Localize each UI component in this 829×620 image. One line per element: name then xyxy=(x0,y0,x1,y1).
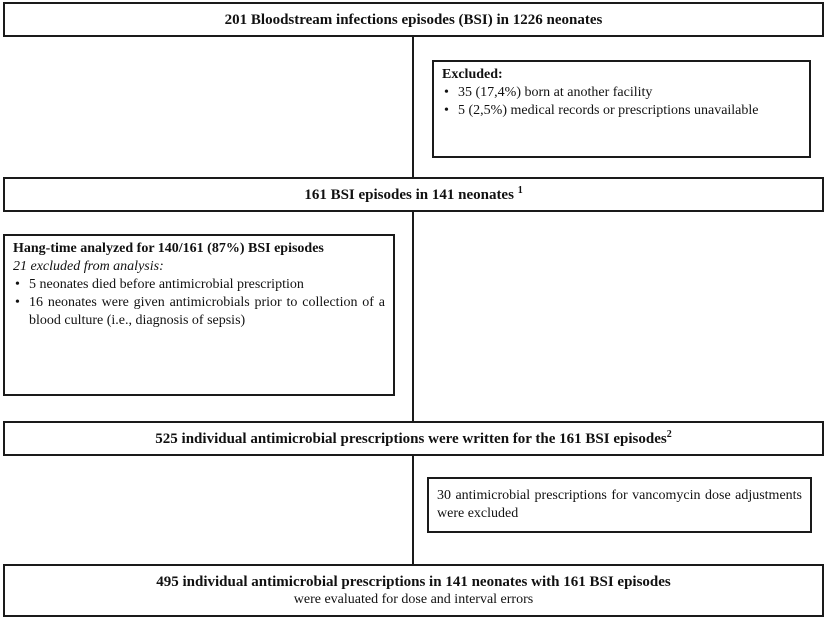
total-bsi-text: 201 Bloodstream infections episodes (BSI) in 1226 neonates xyxy=(224,11,603,28)
vancomycin-box xyxy=(427,477,812,533)
prescriptions-box xyxy=(3,421,824,456)
excluded-item: • 5 (2,5%) medical records or prescriptions unavailable xyxy=(442,102,801,120)
hang-time-item: • 16 neonates were given antimicrobials prior to collection of a blood culture (i.e., diagnosis of sepsis) xyxy=(13,294,385,330)
hang-time-subtitle: 21 excluded from analysis: xyxy=(13,259,164,274)
footnote-1: 1 xyxy=(517,184,523,196)
excluded-list xyxy=(442,84,801,120)
hang-time-item: • 5 neonates died before antimicrobial prescription xyxy=(13,276,385,294)
hang-time-title: Hang-time analyzed for 140/161 (87%) BSI episodes xyxy=(13,241,324,256)
total-bsi-box xyxy=(3,2,824,37)
excluded-item: • 35 (17,4%) born at another facility xyxy=(442,84,801,102)
evaluated-text-line1: 495 individual antimicrobial prescriptions in 141 neonates with 161 BSI episodes xyxy=(156,573,671,590)
prescriptions-text: 525 individual antimicrobial prescriptions were written for the 161 BSI episodes$^2$ xyxy=(155,428,672,447)
excluded-box xyxy=(432,60,811,158)
evaluated-text-line2: were evaluated for dose and interval errors xyxy=(293,591,534,607)
excluded-title: Excluded: xyxy=(442,67,503,82)
evaluated-box xyxy=(3,564,824,617)
included-bsi-text: 161 BSI episodes in 141 neonates $^1$ xyxy=(304,184,523,203)
hang-time-list xyxy=(13,276,385,330)
included-bsi-box xyxy=(3,177,824,212)
hang-time-box xyxy=(3,234,395,396)
vancomycin-text: 30 antimicrobial prescriptions for vancomycin dose adjustments were excluded xyxy=(437,488,802,521)
footnote-2: 2 xyxy=(666,428,672,440)
main-flow-connector xyxy=(412,36,414,566)
